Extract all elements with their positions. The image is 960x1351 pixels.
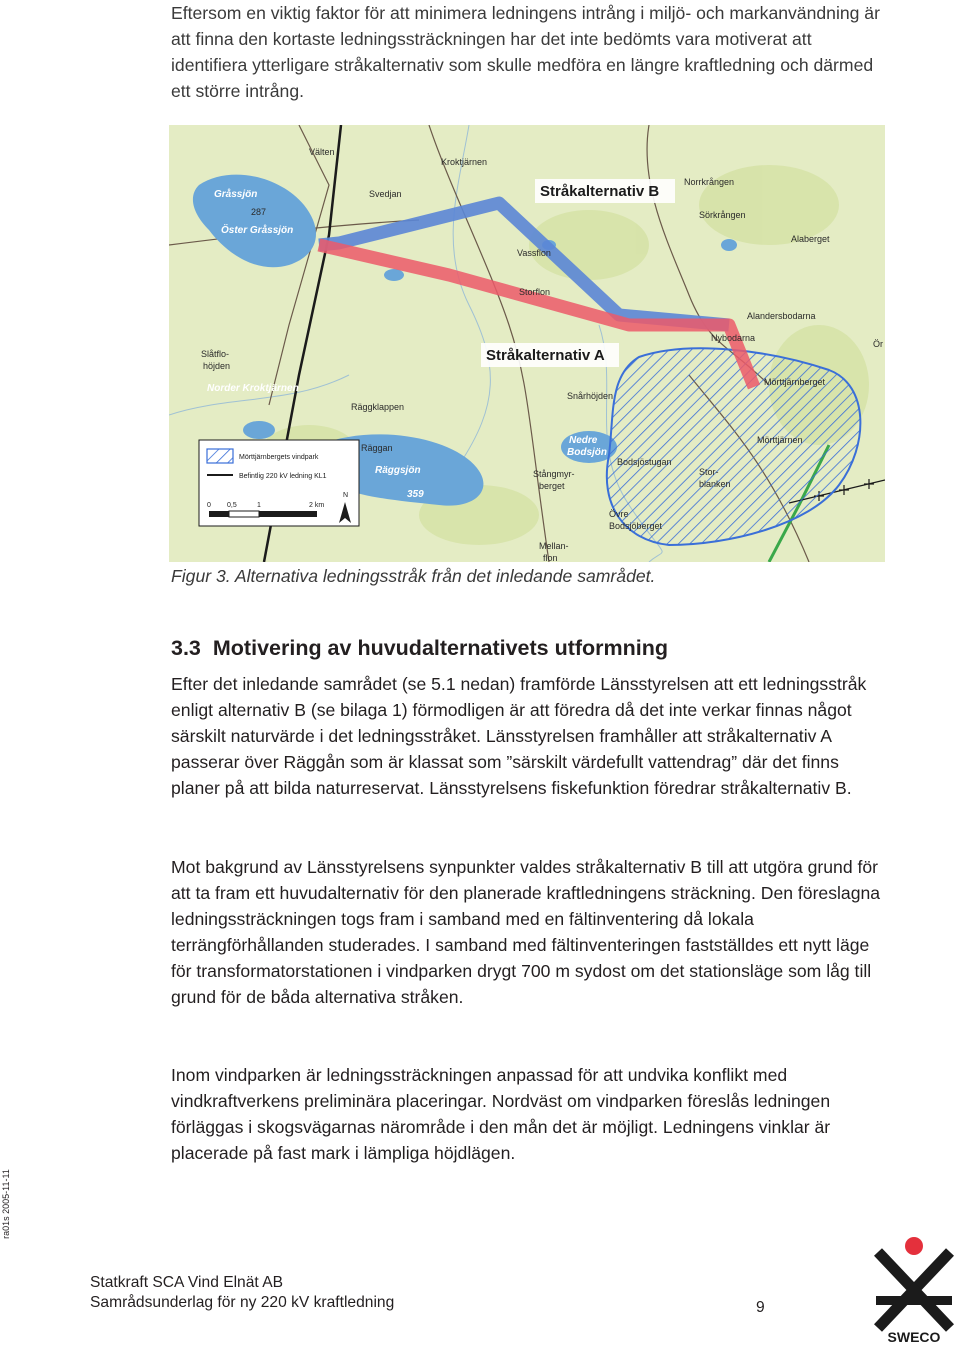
place-label: Öster Gråssjön: [221, 225, 294, 236]
place-label: Gråssjön: [214, 189, 258, 200]
place-label: Övre: [609, 509, 629, 519]
legend-item-wind-park: Mörttjärnbergets vindpark: [239, 454, 319, 461]
place-label: Sörkrången: [699, 210, 746, 220]
place-label: Vassflon: [517, 248, 551, 258]
place-label: flon: [543, 553, 558, 562]
place-label: Mörttjärnen: [757, 435, 803, 445]
place-label: Välten: [309, 147, 335, 157]
place-label: Alandersbodarna: [747, 311, 816, 321]
place-label: Räggklappen: [351, 402, 405, 412]
body-paragraph: Inom vindparken är ledningssträckningen anpassad för att undvika konflikt med vindkraftverkens preliminära placeringar. Nordväst om vindparken föreslås ledningen förläggas i skogsvägarnas närområde i den mån det är möjligt. Ledningens vinklar är placerade på fast mark i lämpliga höjdlägen.: [171, 1065, 831, 1163]
place-label: Svedjan: [369, 189, 402, 199]
place-label: Ör: [873, 339, 883, 349]
scale-tick: 0: [207, 502, 211, 509]
place-label: Räggsjön: [375, 465, 421, 476]
place-label: Norrkrången: [684, 177, 735, 187]
place-label: Bodsjöberget: [609, 521, 663, 531]
place-label: Slåtflo-: [201, 349, 230, 359]
place-label: berget: [539, 481, 565, 491]
body-paragraph: Mot bakgrund av Länsstyrelsens synpunkter valdes stråkalternativ B till att utgöra grund för att ta fram ett huvudalternativ för den planerade kraftledningens sträckning. Den föreslagna ledningssträckningen togs fram i samband med en fältinventering då lokala terrängförhållanden studerades. I samband med fältinventeringen fastställdes ett nytt läge för transformatorstationen i vindparken drygt 700 m sydost om det stationsläge som låg till grund för de båda alternativa stråken.: [171, 857, 881, 1007]
north-label: N: [343, 492, 349, 499]
place-label: Kroktjärnen: [441, 157, 488, 167]
place-label: Bodsjöstugan: [617, 457, 672, 467]
place-label: Norder Kroktjärnen: [207, 383, 299, 394]
figure-caption: Figur 3. Alternativa ledningsstråk från det inledande samrådet.: [171, 566, 656, 586]
place-label: Räggan: [361, 443, 393, 453]
place-label: Mörttjärnberget: [764, 377, 826, 387]
place-label: höjden: [203, 361, 231, 371]
place-label: blanken: [699, 479, 731, 489]
scale-bar: [209, 511, 317, 517]
label-alt-b: Stråkalternativ B: [540, 183, 660, 200]
place-label: Storflon: [519, 287, 551, 297]
place-label: Bodsjön: [567, 447, 607, 458]
footer-document-title: Samrådsunderlag för ny 220 kV kraftledning: [90, 1294, 395, 1311]
scale-tick: 1: [257, 502, 261, 509]
route-alternatives-map: [169, 125, 885, 562]
footer-company: Statkraft SCA Vind Elnät AB: [90, 1274, 284, 1291]
place-label: Mellan-: [539, 541, 569, 551]
section-number: 3.3: [171, 636, 201, 660]
place-label: Stångmyr-: [533, 469, 575, 479]
place-label: Snårhöjden: [567, 391, 614, 401]
place-label: 359: [407, 489, 424, 500]
place-label: Nedre: [569, 435, 598, 446]
page-number: 9: [756, 1299, 765, 1316]
place-label: Stor-: [699, 467, 719, 477]
section-heading: [171, 636, 668, 661]
place-label: Nybodarna: [711, 333, 756, 343]
scale-tick: 2 km: [309, 502, 325, 509]
side-stamp: ra01s 2005-11-11: [1, 1169, 11, 1239]
logo-wordmark: SWECO: [887, 1329, 941, 1345]
legend-hatch-swatch: [207, 449, 233, 463]
scale-tick: 0,5: [227, 502, 237, 509]
body-paragraph: Efter det inledande samrådet (se 5.1 nedan) framförde Länsstyrelsen att ett ledningsstråk enligt alternativ B (se bilaga 1) förmodligen är att föredra då det inte verkar finnas något särskilt naturvärde i det ledningsstråket. Länsstyrelsen framhåller att stråkalternativ A passerar över Räggån som är klassat som ”särskilt värdefullt vattendrag” där det finns planer på att bilda naturreservat. Länsstyrelsens fiskefunktion föredrar stråkalternativ B.: [171, 674, 867, 798]
map-legend: [199, 440, 359, 526]
intro-paragraph: Eftersom en viktig faktor för att minimera ledningens intrång i miljö- och markanvändning är att finna den kortaste ledningssträckningen har det inte bedömts vara motiverat att identifiera ytterligare stråkalternativ som skulle medföra en längre kraftledning och därmed ett större intrång.: [171, 3, 880, 101]
label-alt-a: Stråkalternativ A: [486, 347, 605, 364]
place-label: 287: [251, 207, 267, 217]
logo-dot-icon: [905, 1237, 923, 1255]
sweco-logo: [868, 1234, 960, 1346]
legend-item-existing-line: Befintlig 220 kV ledning KL1: [239, 473, 327, 480]
place-label: Alaberget: [791, 234, 830, 244]
section-title: Motivering av huvudalternativets utformning: [212, 636, 669, 660]
